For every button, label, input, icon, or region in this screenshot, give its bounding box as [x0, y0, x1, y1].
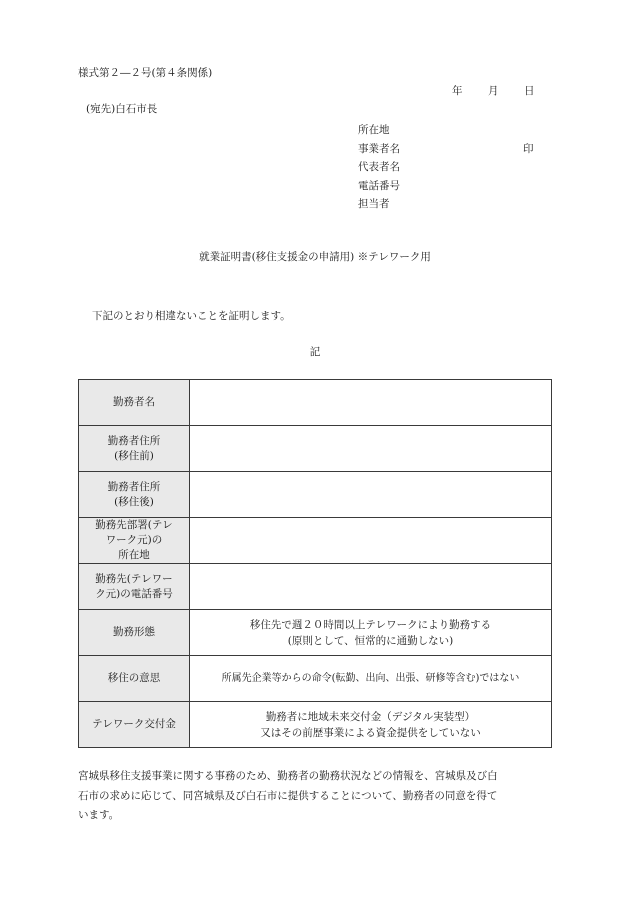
row-intent: [79, 656, 552, 702]
date-month: 月: [488, 85, 499, 97]
document-title: 就業証明書(移住支援金の申請用) ※テレワーク用: [199, 251, 431, 263]
employer-block: [358, 121, 538, 214]
ki-heading: 記: [309, 346, 321, 358]
field-address-before[interactable]: [190, 426, 552, 472]
row-worker-name: [79, 380, 552, 426]
date-year: 年: [452, 85, 463, 97]
certificate-table: [78, 379, 552, 748]
intro-text: 下記のとおり相違ないことを証明します。: [92, 310, 291, 322]
seal-mark: 印: [523, 142, 534, 155]
label-worker-name: 勤務者名: [79, 380, 190, 426]
addressee: (宛先)白石市長: [86, 103, 158, 115]
label-subsidy: テレワーク交付金: [79, 702, 190, 748]
row-address-after: [79, 472, 552, 518]
field-address-after[interactable]: [190, 472, 552, 518]
consent-paragraph: 宮城県移住支援事業に関する事務のため、勤務者の勤務状況などの情報を、宮城県及び白 石市の求めに応じて、同宮城県及び白石市に提供することについて、勤務者の同意を得て います。: [78, 770, 498, 821]
row-address-before: [79, 426, 552, 472]
row-office-phone: [79, 564, 552, 610]
value-subsidy: 勤務者に地域未来交付金（デジタル実装型） 又はその前歴事業による資金提供をしていない: [190, 702, 552, 748]
label-work-style: 勤務形態: [79, 610, 190, 656]
employer-business-name: 事業者名 印: [358, 140, 538, 159]
value-work-style: 移住先で週２０時間以上テレワークにより勤務する (原則として、恒常的に通勤しない): [190, 610, 552, 656]
date-line: [452, 84, 535, 98]
label-address-after: 勤務者住所 (移住後): [79, 472, 190, 518]
form-number: 様式第２―２号(第４条関係): [78, 67, 213, 79]
row-subsidy: [79, 702, 552, 748]
field-office-phone[interactable]: [190, 564, 552, 610]
value-intent: 所属先企業等からの命令(転勤、出向、出張、研修等含む)ではない: [190, 656, 552, 702]
employer-contact: 担当者: [358, 198, 390, 210]
employer-phone: 電話番号: [358, 179, 400, 192]
employer-address: 所在地: [358, 124, 390, 136]
label-intent: 移住の意思: [79, 656, 190, 702]
date-day: 日: [524, 85, 535, 97]
label-office-phone: 勤務先(テレワー ク元)の電話番号: [79, 564, 190, 610]
field-office-location[interactable]: [190, 518, 552, 564]
label-office-location: 勤務先部署(テレ ワーク元)の 所在地: [79, 518, 190, 564]
row-office-location: [79, 518, 552, 564]
field-worker-name[interactable]: [190, 380, 552, 426]
employer-representative: 代表者名: [358, 161, 400, 173]
row-work-style: [79, 610, 552, 656]
label-address-before: 勤務者住所 (移住前): [79, 426, 190, 472]
